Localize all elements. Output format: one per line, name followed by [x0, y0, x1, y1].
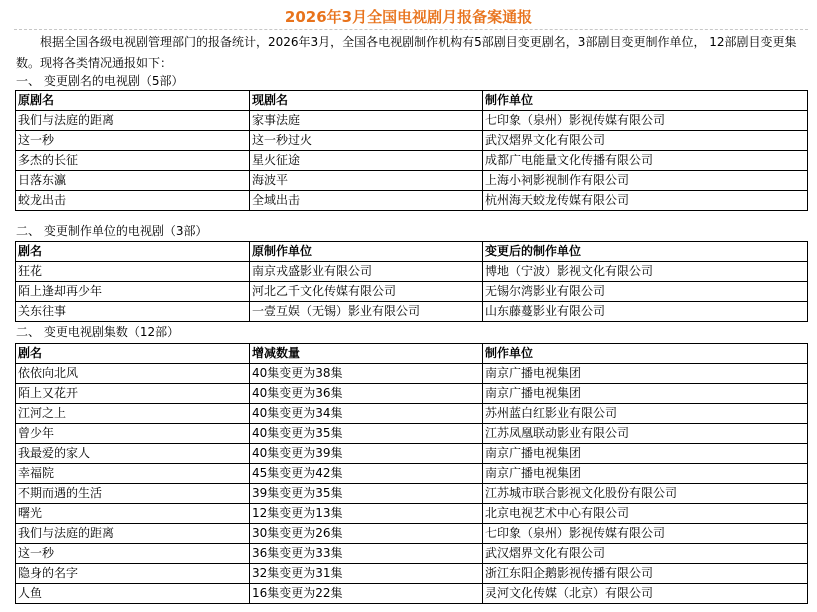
table-header-row — [16, 91, 808, 111]
original-producer-cell: 河北乙千文化传媒有限公司 — [250, 282, 483, 302]
column-header: 剧名 — [16, 242, 250, 262]
episode-change-cell: 45集变更为42集 — [250, 464, 483, 484]
table-row — [16, 111, 808, 131]
producer-cell: 七印象（泉州）影视传媒有限公司 — [483, 524, 808, 544]
table-row — [16, 404, 808, 424]
episode-change-cell: 40集变更为34集 — [250, 404, 483, 424]
producer-cell: 南京广播电视集团 — [483, 464, 808, 484]
producer-cell: 武汉熠界文化有限公司 — [483, 131, 808, 151]
episode-change-cell: 40集变更为35集 — [250, 424, 483, 444]
producer-cell: 南京广播电视集团 — [483, 364, 808, 384]
episode-change-cell: 30集变更为26集 — [250, 524, 483, 544]
new-producer-cell: 博地（宁波）影视文化有限公司 — [483, 262, 808, 282]
table-row — [16, 504, 808, 524]
producer-cell: 灵河文化传媒（北京）有限公司 — [483, 584, 808, 604]
title-cell: 关东往事 — [16, 302, 250, 322]
title-cell: 狂花 — [16, 262, 250, 282]
producer-cell: 北京电视艺术中心有限公司 — [483, 504, 808, 524]
new-producer-cell: 山东藤蔓影业有限公司 — [483, 302, 808, 322]
section-producer-change-heading: 二、 变更制作单位的电视剧（3部） — [16, 224, 208, 238]
title-cell: 江河之上 — [16, 404, 250, 424]
title-cell: 我们与法庭的距离 — [16, 524, 250, 544]
page-title: 2026年3月全国电视剧月报备案通报 — [284, 8, 533, 26]
column-header: 制作单位 — [483, 344, 808, 364]
title-cell: 依依向北风 — [16, 364, 250, 384]
new-title-cell: 家事法庭 — [250, 111, 483, 131]
table-row — [16, 171, 808, 191]
original-title-cell: 蛟龙出击 — [16, 191, 250, 211]
title-cell: 不期而遇的生活 — [16, 484, 250, 504]
table-row — [16, 584, 808, 604]
producer-cell: 浙江东阳企鹅影视传播有限公司 — [483, 564, 808, 584]
table-row — [16, 364, 808, 384]
table-row — [16, 302, 808, 322]
table-row — [16, 424, 808, 444]
title-divider — [14, 29, 808, 31]
column-header: 现剧名 — [250, 91, 483, 111]
column-header: 增减数量 — [250, 344, 483, 364]
table-row — [16, 191, 808, 211]
producer-cell: 成都广电能量文化传播有限公司 — [483, 151, 808, 171]
new-producer-cell: 无锡尔湾影业有限公司 — [483, 282, 808, 302]
title-cell: 幸福院 — [16, 464, 250, 484]
producer-change-table — [15, 241, 808, 322]
producer-cell: 南京广播电视集团 — [483, 444, 808, 464]
new-title-cell: 海波平 — [250, 171, 483, 191]
section-episode-change-heading: 二、 变更电视剧集数（12部） — [16, 325, 180, 339]
new-title-cell: 星火征途 — [250, 151, 483, 171]
table-header-row — [16, 242, 808, 262]
title-cell: 人鱼 — [16, 584, 250, 604]
episode-change-cell: 36集变更为33集 — [250, 544, 483, 564]
title-cell: 曾少年 — [16, 424, 250, 444]
table-row — [16, 544, 808, 564]
table-row — [16, 464, 808, 484]
original-producer-cell: 一壹互娱（无锡）影业有限公司 — [250, 302, 483, 322]
table-row — [16, 564, 808, 584]
producer-cell: 武汉熠界文化有限公司 — [483, 544, 808, 564]
title-cell: 这一秒 — [16, 544, 250, 564]
table-row — [16, 524, 808, 544]
table-row — [16, 151, 808, 171]
producer-cell: 南京广播电视集团 — [483, 384, 808, 404]
section-rename-heading: 一、 变更剧名的电视剧（5部） — [16, 74, 184, 88]
column-header: 剧名 — [16, 344, 250, 364]
producer-cell: 上海小祠影视制作有限公司 — [483, 171, 808, 191]
title-cell: 隐身的名字 — [16, 564, 250, 584]
producer-cell: 苏州蓝白红影业有限公司 — [483, 404, 808, 424]
table-row — [16, 384, 808, 404]
producer-cell: 江苏凤凰联动影业有限公司 — [483, 424, 808, 444]
original-title-cell: 这一秒 — [16, 131, 250, 151]
column-header: 制作单位 — [483, 91, 808, 111]
original-title-cell: 日落东瀛 — [16, 171, 250, 191]
episode-change-cell: 40集变更为36集 — [250, 384, 483, 404]
producer-cell: 江苏城市联合影视文化股份有限公司 — [483, 484, 808, 504]
column-header: 变更后的制作单位 — [483, 242, 808, 262]
intro-paragraph: 根据全国各级电视剧管理部门的报备统计，2026年3月，全国各电视剧制作机构有5部剧目变更剧名，3部剧目变更制作单位， 12部剧目变更集数。现将各类情况通报如下： — [16, 35, 797, 70]
table-header-row — [16, 344, 808, 364]
new-title-cell: 全域出击 — [250, 191, 483, 211]
table-row — [16, 484, 808, 504]
title-cell: 陌上又花开 — [16, 384, 250, 404]
title-cell: 曙光 — [16, 504, 250, 524]
rename-table — [15, 90, 808, 211]
table-row — [16, 444, 808, 464]
episode-change-cell: 32集变更为31集 — [250, 564, 483, 584]
original-title-cell: 多杰的长征 — [16, 151, 250, 171]
episode-change-table — [15, 343, 808, 604]
table-row — [16, 131, 808, 151]
episode-change-cell: 12集变更为13集 — [250, 504, 483, 524]
original-title-cell: 我们与法庭的距离 — [16, 111, 250, 131]
episode-change-cell: 39集变更为35集 — [250, 484, 483, 504]
column-header: 原剧名 — [16, 91, 250, 111]
title-cell: 我最爱的家人 — [16, 444, 250, 464]
episode-change-cell: 40集变更为39集 — [250, 444, 483, 464]
column-header: 原制作单位 — [250, 242, 483, 262]
episode-change-cell: 16集变更为22集 — [250, 584, 483, 604]
title-cell: 陌上逢却再少年 — [16, 282, 250, 302]
producer-cell: 杭州海天蛟龙传媒有限公司 — [483, 191, 808, 211]
original-producer-cell: 南京戎盛影业有限公司 — [250, 262, 483, 282]
episode-change-cell: 40集变更为38集 — [250, 364, 483, 384]
table-row — [16, 262, 808, 282]
new-title-cell: 这一秒过火 — [250, 131, 483, 151]
producer-cell: 七印象（泉州）影视传媒有限公司 — [483, 111, 808, 131]
table-row — [16, 282, 808, 302]
